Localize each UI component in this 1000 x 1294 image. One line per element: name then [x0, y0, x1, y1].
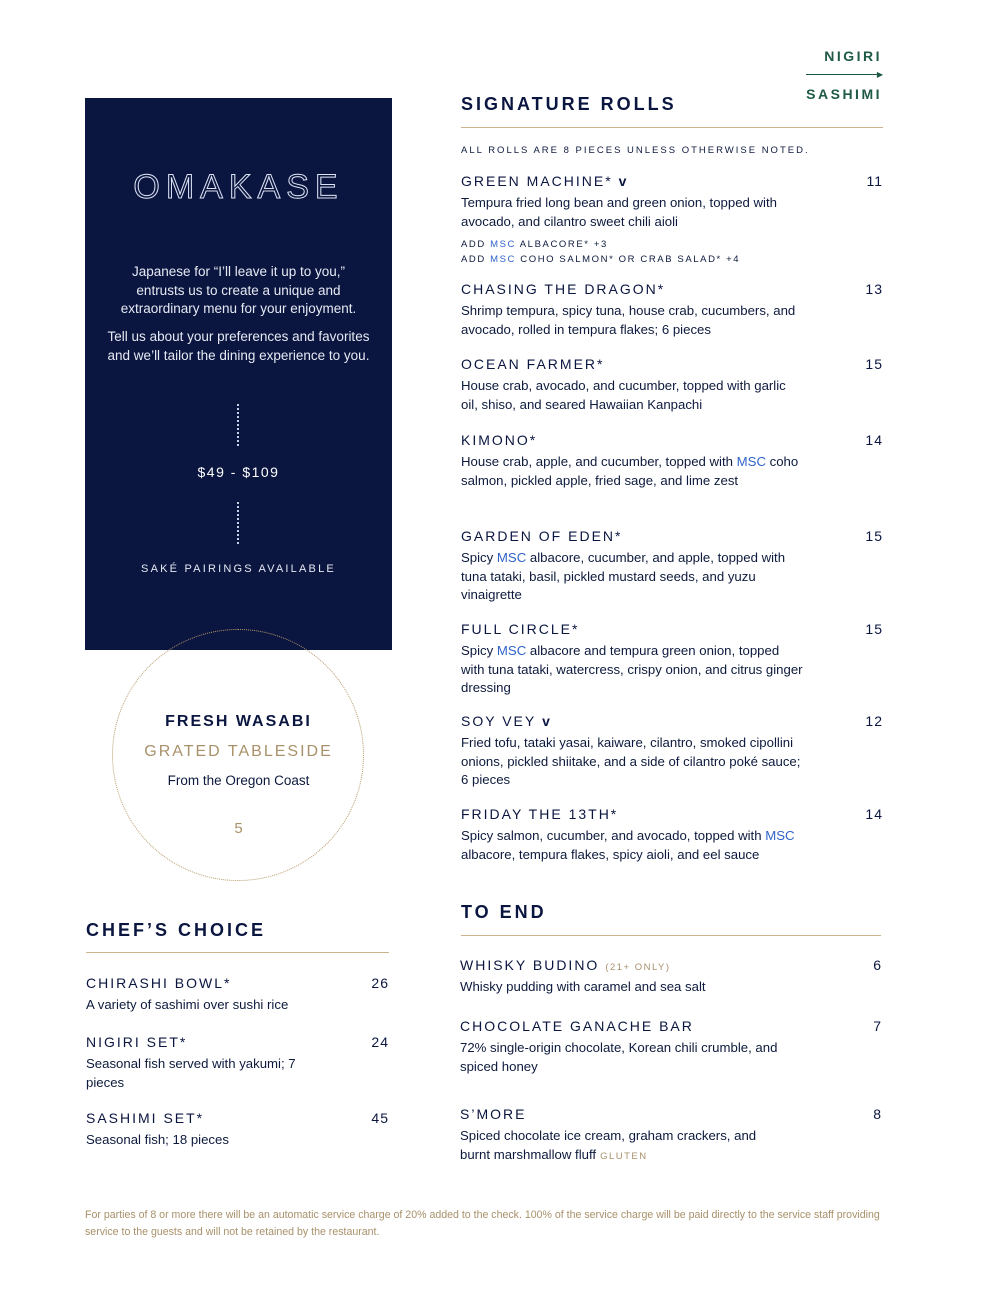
item-price: 11 — [866, 173, 883, 189]
item-description: Spicy MSC albacore and tempura green onion, topped with tuna tataki, watercress, crispy onion, and citrus ginger dressing — [461, 643, 803, 695]
menu-item — [461, 281, 806, 339]
wasabi-price: 5 — [234, 820, 243, 837]
item-price: 8 — [873, 1106, 882, 1122]
item-description: House crab, avocado, and cucumber, topped with garlic oil, shiso, and seared Hawaiian Kanpachi — [461, 378, 786, 412]
menu-item — [460, 1106, 780, 1166]
menu-item — [461, 806, 806, 864]
msc-label: MSC — [496, 643, 527, 658]
gluten-tag: GLUTEN — [600, 1150, 648, 1162]
wasabi-subtitle: GRATED TABLESIDE — [144, 743, 333, 760]
menu-item — [461, 528, 806, 605]
item-name: NIGIRI SET* — [86, 1034, 188, 1050]
item-name: CHIRASHI BOWL* — [86, 975, 232, 991]
item-description: Seasonal fish; 18 pieces — [86, 1132, 229, 1147]
item-price: 24 — [371, 1034, 389, 1050]
item-price: 15 — [865, 356, 883, 372]
dotted-divider — [237, 404, 239, 446]
chefs-choice-heading: CHEF’S CHOICE — [86, 920, 267, 940]
item-description: Whisky pudding with caramel and sea salt — [460, 979, 706, 994]
omakase-price: $49 - $109 — [197, 464, 280, 480]
menu-item — [460, 957, 780, 997]
item-name: GARDEN OF EDEN* — [461, 528, 623, 544]
msc-label: MSC — [490, 239, 517, 250]
msc-label: MSC — [736, 454, 766, 469]
item-name: OCEAN FARMER* — [461, 356, 605, 372]
item-name: SOY VEY v — [461, 713, 550, 729]
arrow-right-icon: ▶ — [876, 70, 883, 79]
item-price: 14 — [865, 432, 883, 448]
section-rule — [461, 935, 881, 936]
signature-rolls-heading: SIGNATURE ROLLS — [461, 94, 677, 114]
item-name: KIMONO* — [461, 432, 538, 448]
item-name: CHOCOLATE GANACHE BAR — [460, 1018, 694, 1034]
msc-label: MSC — [490, 254, 517, 265]
item-description: Spicy salmon, cucumber, and avocado, topped with MSC albacore, tempura flakes, spicy aioli, and eel sauce — [461, 828, 795, 862]
omakase-panel — [85, 98, 392, 650]
item-price: 15 — [865, 528, 883, 544]
service-charge-footer: For parties of 8 or more there will be an automatic service charge of 20% added to the check. 100% of the service charge will be paid directly to the service staff providing service to the guests and will not be retained by the restaurant. — [85, 1209, 880, 1238]
menu-item — [461, 432, 806, 490]
dotted-divider — [237, 502, 239, 544]
item-price: 26 — [371, 975, 389, 991]
item-name: GREEN MACHINE* v — [461, 173, 627, 189]
msc-label: MSC — [765, 828, 795, 843]
omakase-description-1: Japanese for “I’ll leave it up to you,” entrusts us to create a unique and extraordinary menu for your enjoyment. — [120, 264, 357, 316]
menu-item — [461, 173, 806, 267]
item-price: 45 — [371, 1110, 389, 1126]
item-addons — [461, 237, 806, 267]
to-end-heading: TO END — [461, 902, 547, 922]
item-name: SASHIMI SET* — [86, 1110, 205, 1126]
item-price: 6 — [873, 957, 882, 973]
menu-item — [461, 356, 806, 414]
item-name: FULL CIRCLE* — [461, 621, 580, 637]
item-name: WHISKY BUDINO (21+ ONLY) — [460, 957, 671, 973]
item-description: 72% single-origin chocolate, Korean chili crumble, and spiced honey — [460, 1040, 778, 1074]
item-price: 7 — [873, 1018, 882, 1034]
msc-label: MSC — [496, 550, 527, 565]
item-description: Fried tofu, tataki yasai, kaiware, cilantro, smoked cipollini onions, pickled shiitake, and a side of cilantro poké sauce; 6 pieces — [461, 735, 801, 787]
age-note: (21+ ONLY) — [605, 962, 671, 973]
wasabi-title: FRESH WASABI — [165, 713, 312, 730]
omakase-title: OMAKASE — [133, 168, 344, 206]
item-name: S’MORE — [460, 1106, 527, 1122]
item-description: Shrimp tempura, spicy tuna, house crab, cucumbers, and avocado, rolled in tempura flakes; 6 pieces — [461, 303, 796, 337]
section-rule — [461, 127, 883, 128]
item-description: Seasonal fish served with yakumi; 7 pieces — [86, 1056, 296, 1090]
vegetarian-tag: v — [538, 713, 550, 729]
item-description: Spiced chocolate ice cream, graham crackers, and burnt marshmallow fluff GLUTEN — [460, 1128, 757, 1162]
menu-item — [461, 621, 806, 698]
sake-pairings-label: SAKÉ PAIRINGS AVAILABLE — [141, 563, 336, 575]
menu-item — [461, 713, 806, 790]
vegetarian-tag: v — [614, 173, 627, 189]
menu-item — [86, 1110, 316, 1150]
nav-sashimi-link[interactable]: SASHIMI — [806, 86, 882, 102]
item-name: FRIDAY THE 13TH* — [461, 806, 619, 822]
item-description: A variety of sashimi over sushi rice — [86, 997, 289, 1012]
item-price: 13 — [865, 281, 883, 297]
item-description: Spicy MSC albacore, cucumber, and apple, topped with tuna tataki, basil, pickled mustard seeds, and yuzu vinaigrette — [461, 550, 786, 602]
section-nav — [806, 48, 882, 102]
omakase-description-2: Tell us about your preferences and favorites and we’ll tailor the dining experience to you. — [107, 329, 370, 363]
item-description: Tempura fried long bean and green onion, topped with avocado, and cilantro sweet chili aioli — [461, 195, 777, 229]
rolls-note: ALL ROLLS ARE 8 PIECES UNLESS OTHERWISE NOTED. — [461, 145, 810, 156]
menu-item — [460, 1018, 780, 1076]
item-price: 15 — [865, 621, 883, 637]
item-description: House crab, apple, and cucumber, topped with MSC coho salmon, pickled apple, fried sage, and lime zest — [461, 454, 799, 488]
item-price: 14 — [865, 806, 883, 822]
section-rule — [86, 952, 389, 953]
item-name: CHASING THE DRAGON* — [461, 281, 666, 297]
nav-nigiri-link[interactable]: NIGIRI — [824, 48, 882, 64]
nav-arrow — [806, 70, 882, 80]
menu-item — [86, 975, 316, 1015]
addon-line: ADD MSC COHO SALMON* OR CRAB SALAD* +4 — [461, 254, 741, 265]
addon-line: ADD MSC ALBACORE* +3 — [461, 239, 608, 250]
wasabi-description: From the Oregon Coast — [167, 773, 310, 788]
item-price: 12 — [865, 713, 883, 729]
menu-item — [86, 1034, 316, 1092]
